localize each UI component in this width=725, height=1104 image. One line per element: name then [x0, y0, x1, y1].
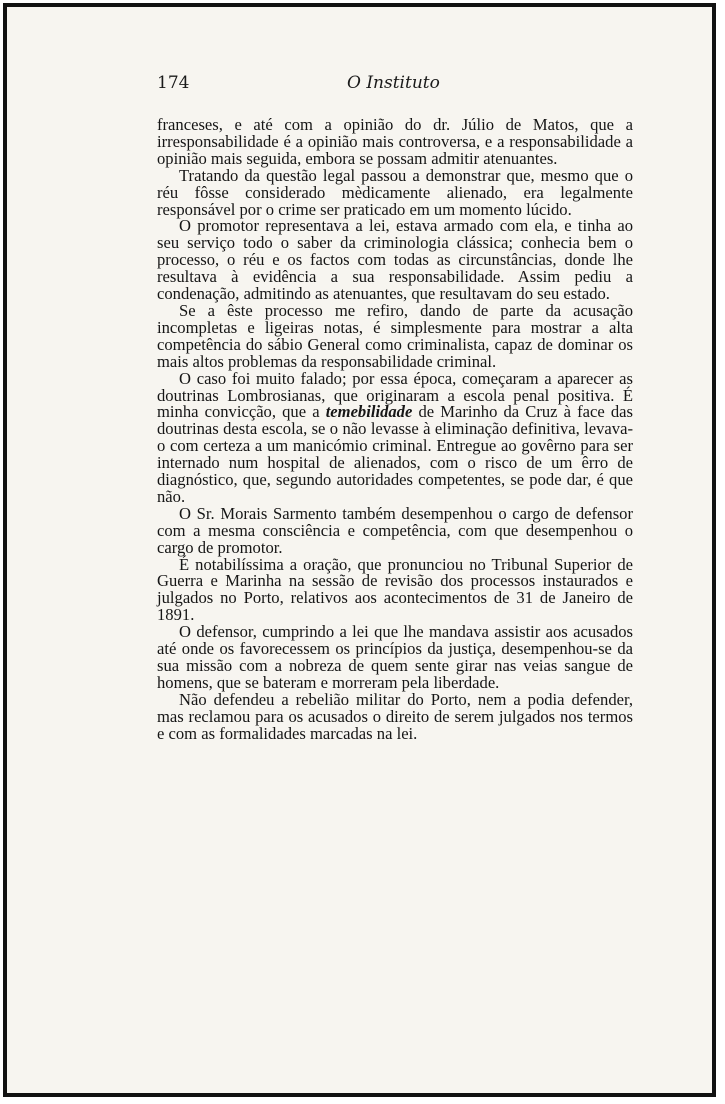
- paragraph-5-part-2: de Marinho da Cruz à face das doutrinas desta escola, se o não levasse à eliminação definitiva, levava-o com certeza a um manicómio criminal. Entregue ao govêrno para ser internado num hospital de alienados, com o risco de um êrro de diagnóstico, que, segundo autoridades competentes, se pode dar, é que não.: [157, 402, 633, 506]
- book-page: [3, 3, 716, 1097]
- paragraph-8: O defensor, cumprindo a lei que lhe mandava assistir aos acusados até onde os favorecessem os princípios da justiça, desempenhou-se da sua missão com a nobreza de quem sente girar nas veias sangue de homens, que se bateram e morreram pela liberdade.: [157, 622, 633, 692]
- paragraph-9: Não defendeu a rebelião militar do Porto, nem a podia defender, mas reclamou para os acusados o direito de serem julgados nos termos e com as formalidades marcadas na lei.: [157, 689, 633, 743]
- paragraph-3: O promotor representava a lei, estava armado com ela, e tinha ao seu serviço todo o saber da criminologia clássica; conhecia bem o processo, o réu e os factos com todas as circunstâncias, donde lhe resultava à evidência a sua responsabilidade. Assim pediu a condenação, admitindo as atenuantes, que resultavam do seu estado.: [157, 216, 633, 304]
- page-number: 174: [157, 73, 190, 93]
- paragraph-2: Tratando da questão legal passou a demonstrar que, mesmo que o réu fôsse considerado mèdicamente alienado, era legalmente responsável por o crime ser praticado em um momento lúcido.: [157, 165, 633, 219]
- paragraph-4: Se a êste processo me refiro, dando de parte da acusação incompletas e ligeiras notas, é simplesmente para mostrar a alta competência do sábio General como criminalista, capaz de dominar os mais altos problemas da responsabilidade criminal.: [157, 300, 633, 371]
- paragraph-6: O Sr. Morais Sarmento também desempenhou o cargo de defensor com a mesma consciência e competência, com que desempenhou o cargo de promotor.: [157, 503, 633, 557]
- paragraph-7: É notabilíssima a oração, que pronunciou no Tribunal Superior de Guerra e Marinha na sessão de revisão dos processos instaurados e julgados no Porto, relativos aos acontecimentos de 31 de Janeiro de 1891.: [157, 554, 633, 625]
- body-text: [157, 117, 633, 743]
- paragraph-5: [157, 368, 633, 506]
- running-title: O Instituto: [347, 73, 440, 93]
- page-header: [157, 73, 632, 97]
- emphasized-word: temebilidade: [325, 402, 413, 422]
- paragraph-5-part-1: O caso foi muito falado; por essa época, começaram a aparecer as doutrinas Lombrosianas, que originaram a escola penal positiva. É minha convicção, que a: [157, 368, 633, 422]
- paragraph-1: franceses, e até com a opinião do dr. Júlio de Matos, que a irresponsabilidade é a opinião mais controversa, e a responsabilidade a opinião mais seguida, embora se possam admitir atenuantes.: [157, 115, 633, 168]
